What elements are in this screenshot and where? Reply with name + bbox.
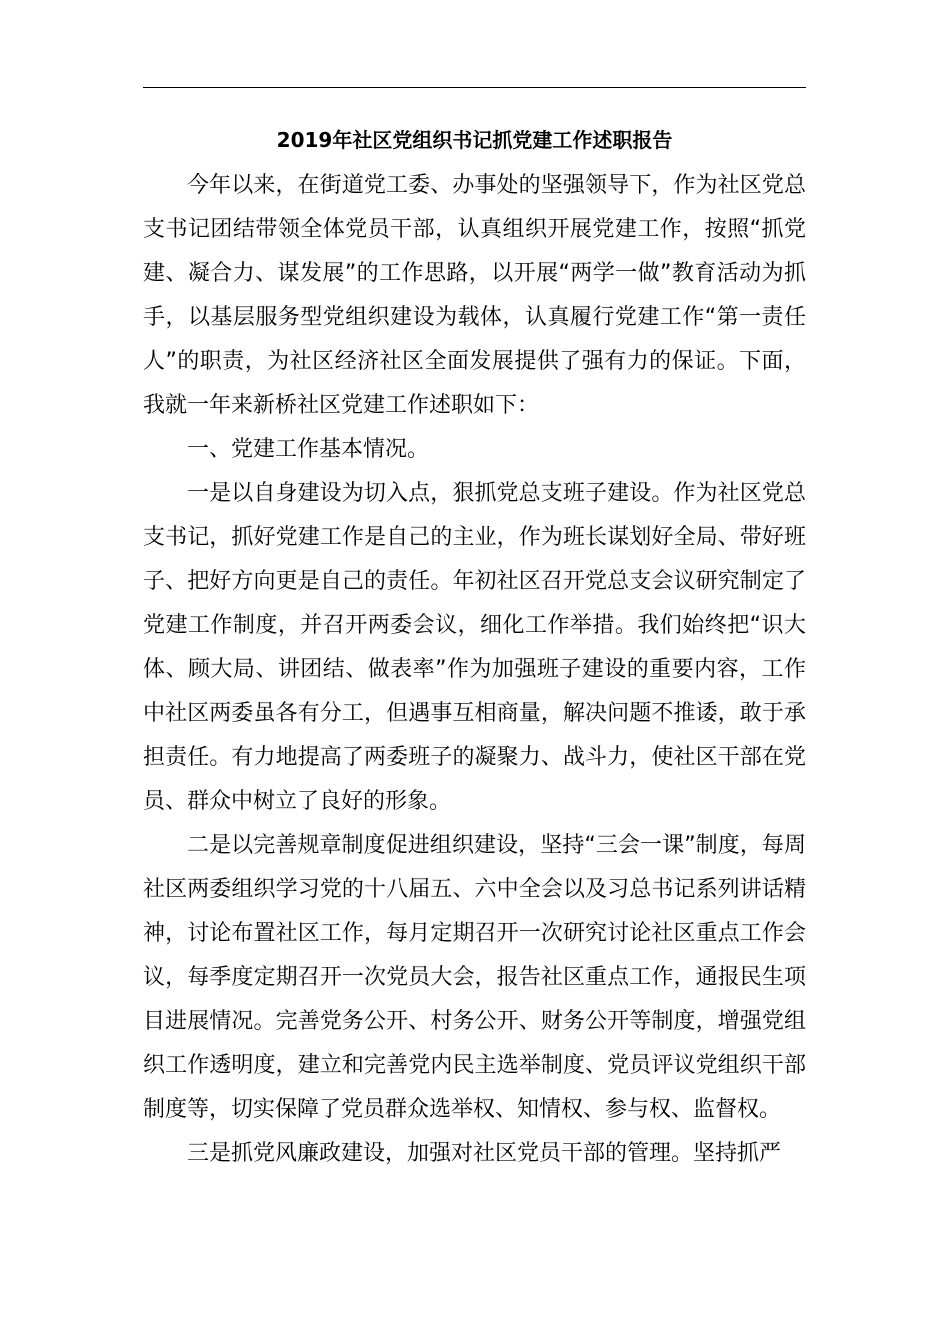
document-title: 2019年社区党组织书记抓党建工作述职报告 xyxy=(276,128,673,152)
header-rule xyxy=(143,87,806,88)
document-body xyxy=(143,164,806,1176)
paragraph-point-one: 一是以自身建设为切入点，狠抓党总支班子建设。作为社区党总支书记，抓好党建工作是自己的主业，作为班长谋划好全局、带好班子、把好方向更是自己的责任。年初社区召开党总支会议研究制定了党建工作制度，并召开两委会议，细化工作举措。我们始终把“识大体、顾大局、讲团结、做表率”作为加强班子建设的重要内容，工作中社区两委虽各有分工，但遇事互相商量，解决问题不推诿，敢于承担责任。有力地提高了两委班子的凝聚力、战斗力，使社区干部在党员、群众中树立了良好的形象。 xyxy=(143,481,806,814)
paragraph-point-two: 二是以完善规章制度促进组织建设，坚持“三会一课”制度，每周社区两委组织学习党的十八届五、六中全会以及习总书记系列讲话精神，讨论布置社区工作，每月定期召开一次研究讨论社区重点工作会议，每季度定期召开一次党员大会，报告社区重点工作，通报民生项目进展情况。完善党务公开、村务公开、财务公开等制度，增强党组织工作透明度，建立和完善党内民主选举制度、党员评议党组织干部制度等，切实保障了党员群众选举权、知情权、参与权、监督权。 xyxy=(143,833,806,1122)
paragraph-point-three: 三是抓党风廉政建设，加强对社区党员干部的管理。坚持抓严 xyxy=(187,1141,782,1166)
paragraph-section-heading: 一、党建工作基本情况。 xyxy=(187,437,430,462)
paragraph-intro: 今年以来，在街道党工委、办事处的坚强领导下，作为社区党总支书记团结带领全体党员干部，认真组织开展党建工作，按照“抓党建、凝合力、谋发展”的工作思路，以开展“两学一做”教育活动为抓手，以基层服务型党组织建设为载体，认真履行党建工作“第一责任人”的职责，为社区经济社区全面发展提供了强有力的保证。下面，我就一年来新桥社区党建工作述职如下： xyxy=(143,173,806,418)
